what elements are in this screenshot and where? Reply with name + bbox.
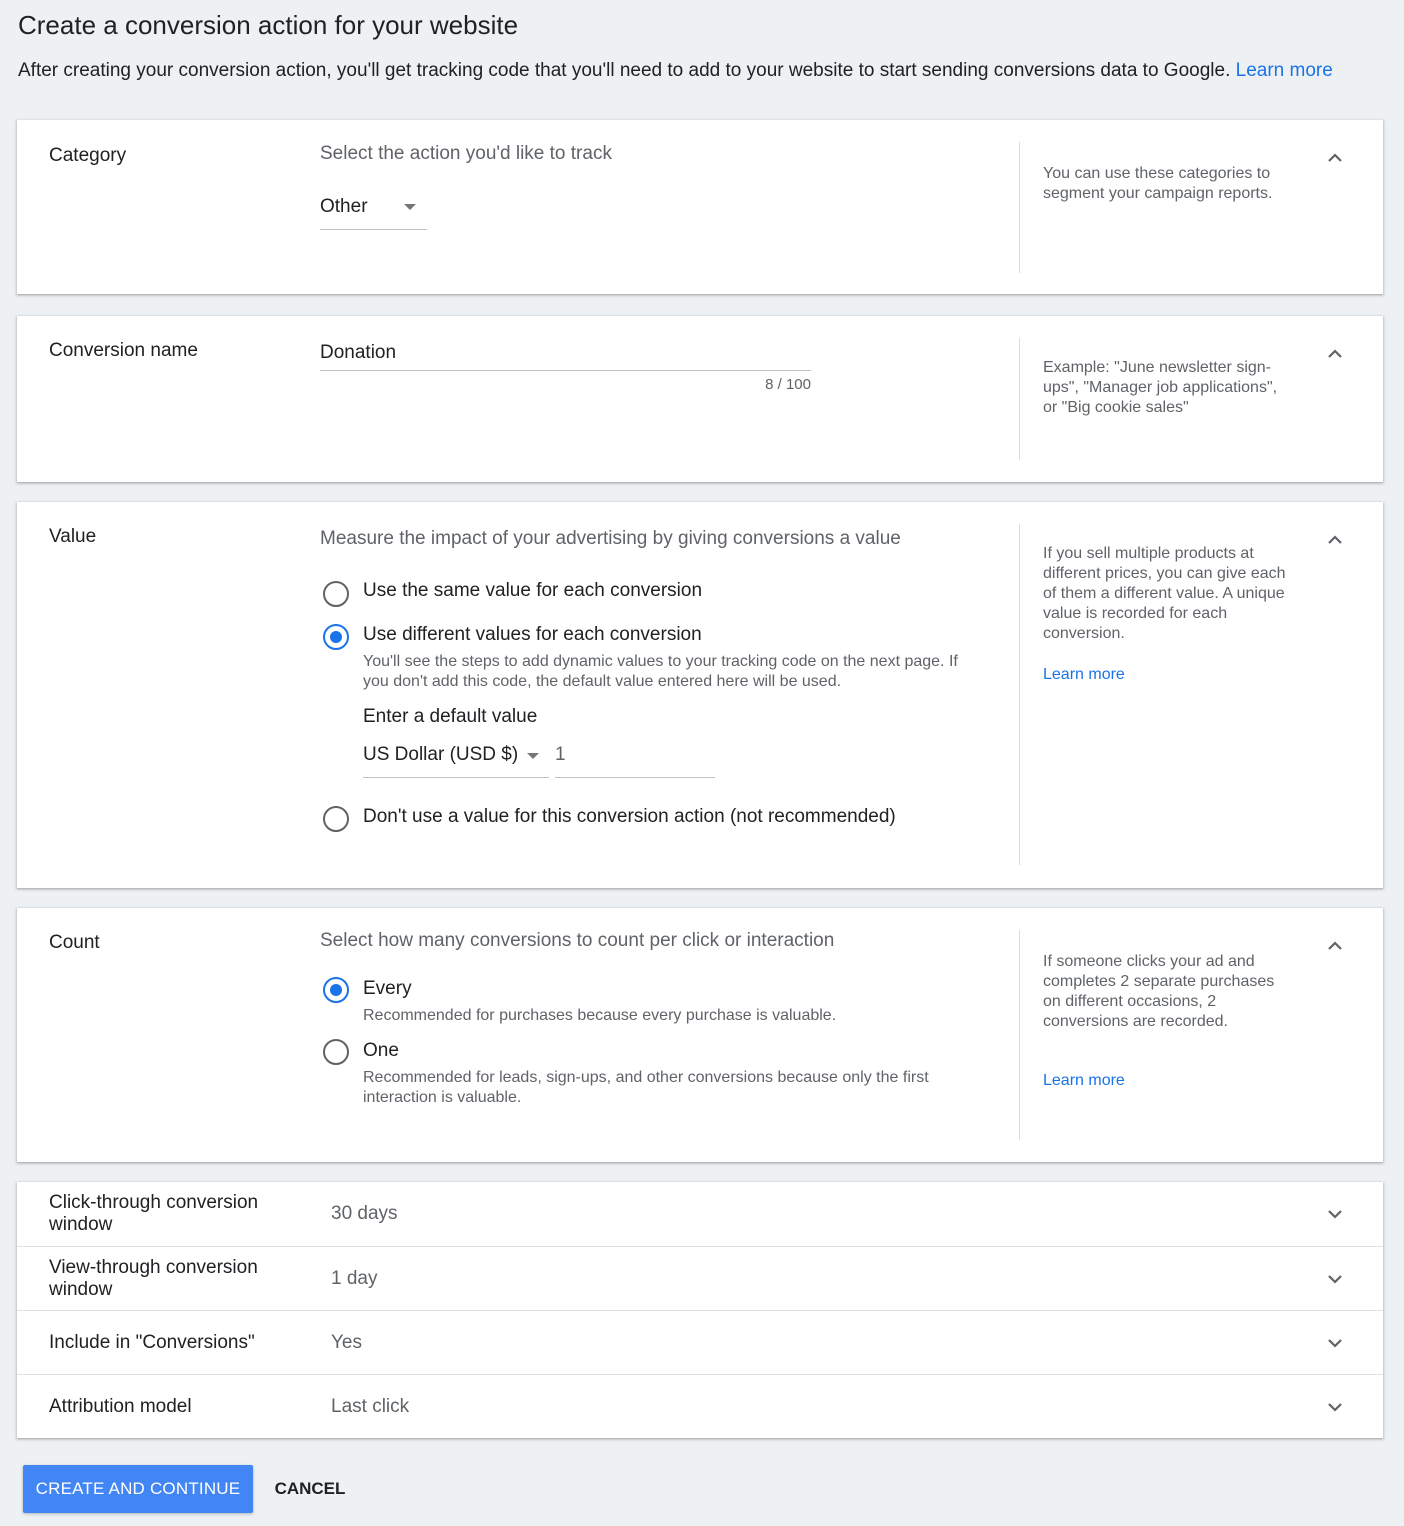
radio-count-one[interactable] (323, 1039, 349, 1065)
setting-label: Include in "Conversions" (49, 1332, 255, 1353)
chevron-up-icon[interactable] (1323, 146, 1347, 170)
radio-count-every-label[interactable]: Every (363, 978, 412, 999)
conversion-name-card (17, 316, 1383, 482)
radio-same-value[interactable] (323, 581, 349, 607)
chevron-up-icon[interactable] (1323, 934, 1347, 958)
cancel-button[interactable]: CANCEL (262, 1465, 358, 1513)
setting-value: Last click (331, 1396, 410, 1417)
value-card (17, 502, 1383, 888)
conversion-name-help-text: Example: "June newsletter sign-ups", "Manager job applications", or "Big cookie sales" (1043, 359, 1278, 416)
create-and-continue-button[interactable]: CREATE AND CONTINUE (23, 1465, 253, 1513)
radio-same-value-label[interactable]: Use the same value for each conversion (363, 580, 703, 601)
category-subheading: Select the action you'd like to track (320, 143, 612, 164)
count-card (17, 908, 1383, 1162)
help-divider (1019, 524, 1020, 865)
setting-value: 1 day (331, 1268, 378, 1289)
value-subheading: Measure the impact of your advertising by giving conversions a value (320, 528, 901, 549)
default-value-label: Enter a default value (363, 706, 538, 727)
setting-label: Attribution model (49, 1396, 192, 1417)
radio-count-one-description: Recommended for leads, sign-ups, and other conversions because only the first interaction is valuable. (363, 1069, 929, 1106)
currency-dropdown[interactable] (363, 742, 549, 778)
radio-no-value-label[interactable]: Don't use a value for this conversion action (not recommended) (363, 806, 896, 827)
count-learn-more-link[interactable]: Learn more (1043, 1072, 1125, 1089)
currency-selected-value: US Dollar (USD $) (363, 744, 519, 765)
help-divider (1019, 930, 1020, 1140)
setting-value: Yes (331, 1332, 362, 1353)
setting-label: View-through conversion window (49, 1257, 258, 1300)
radio-different-values[interactable] (323, 624, 349, 650)
radio-different-values-description: You'll see the steps to add dynamic values to your tracking code on the next page. If you don't add this code, the default value entered here will be used. (363, 653, 958, 690)
chevron-down-icon[interactable] (1323, 1202, 1347, 1226)
conversion-name-counter: 8 / 100 (765, 376, 811, 393)
category-help-text: You can use these categories to segment your campaign reports. (1043, 165, 1273, 202)
value-label: Value (49, 526, 97, 547)
radio-no-value[interactable] (323, 806, 349, 832)
chevron-down-icon[interactable] (1323, 1331, 1347, 1355)
value-help-text: If you sell multiple products at different prices, you can give each of them a different value. A unique value is recorded for each conversion. (1043, 545, 1286, 642)
settings-card (17, 1182, 1383, 1438)
count-label: Count (49, 932, 100, 953)
page-title: Create a conversion action for your website (18, 10, 519, 40)
radio-count-one-label[interactable]: One (363, 1040, 399, 1061)
setting-row-view-through[interactable] (17, 1246, 1383, 1310)
setting-value: 30 days (331, 1203, 398, 1224)
radio-count-every[interactable] (323, 977, 349, 1003)
setting-row-include-in-conversions[interactable] (17, 1310, 1383, 1374)
category-label: Category (49, 145, 127, 166)
conversion-name-label: Conversion name (49, 340, 198, 361)
radio-different-values-label[interactable]: Use different values for each conversion (363, 624, 702, 645)
help-divider (1019, 338, 1020, 460)
caret-down-icon (404, 204, 416, 210)
help-divider (1019, 142, 1020, 273)
default-value-input[interactable]: 1 (555, 742, 715, 778)
count-subheading: Select how many conversions to count per click or interaction (320, 930, 835, 951)
chevron-down-icon[interactable] (1323, 1267, 1347, 1291)
chevron-up-icon[interactable] (1323, 342, 1347, 366)
radio-count-every-description: Recommended for purchases because every purchase is valuable. (363, 1007, 837, 1024)
count-help-text: If someone clicks your ad and completes 2 separate purchases on different occasions, 2 conversions are recorded. (1043, 953, 1275, 1030)
category-card (17, 120, 1383, 294)
conversion-name-input[interactable] (320, 336, 811, 371)
caret-down-icon (527, 753, 539, 759)
category-selected-value: Other (320, 196, 368, 217)
value-learn-more-link[interactable]: Learn more (1043, 666, 1125, 683)
category-dropdown[interactable] (320, 196, 427, 230)
intro-learn-more-link[interactable]: Learn more (1235, 60, 1333, 81)
setting-label: Click-through conversion window (49, 1192, 259, 1235)
chevron-up-icon[interactable] (1323, 528, 1347, 552)
chevron-down-icon[interactable] (1323, 1395, 1347, 1419)
setting-row-click-through[interactable] (17, 1182, 1383, 1246)
setting-row-attribution-model[interactable] (17, 1374, 1383, 1438)
intro-text: After creating your conversion action, you'll get tracking code that you'll need to add to your website to start sending conversions data to Google. Learn more (18, 60, 1333, 81)
